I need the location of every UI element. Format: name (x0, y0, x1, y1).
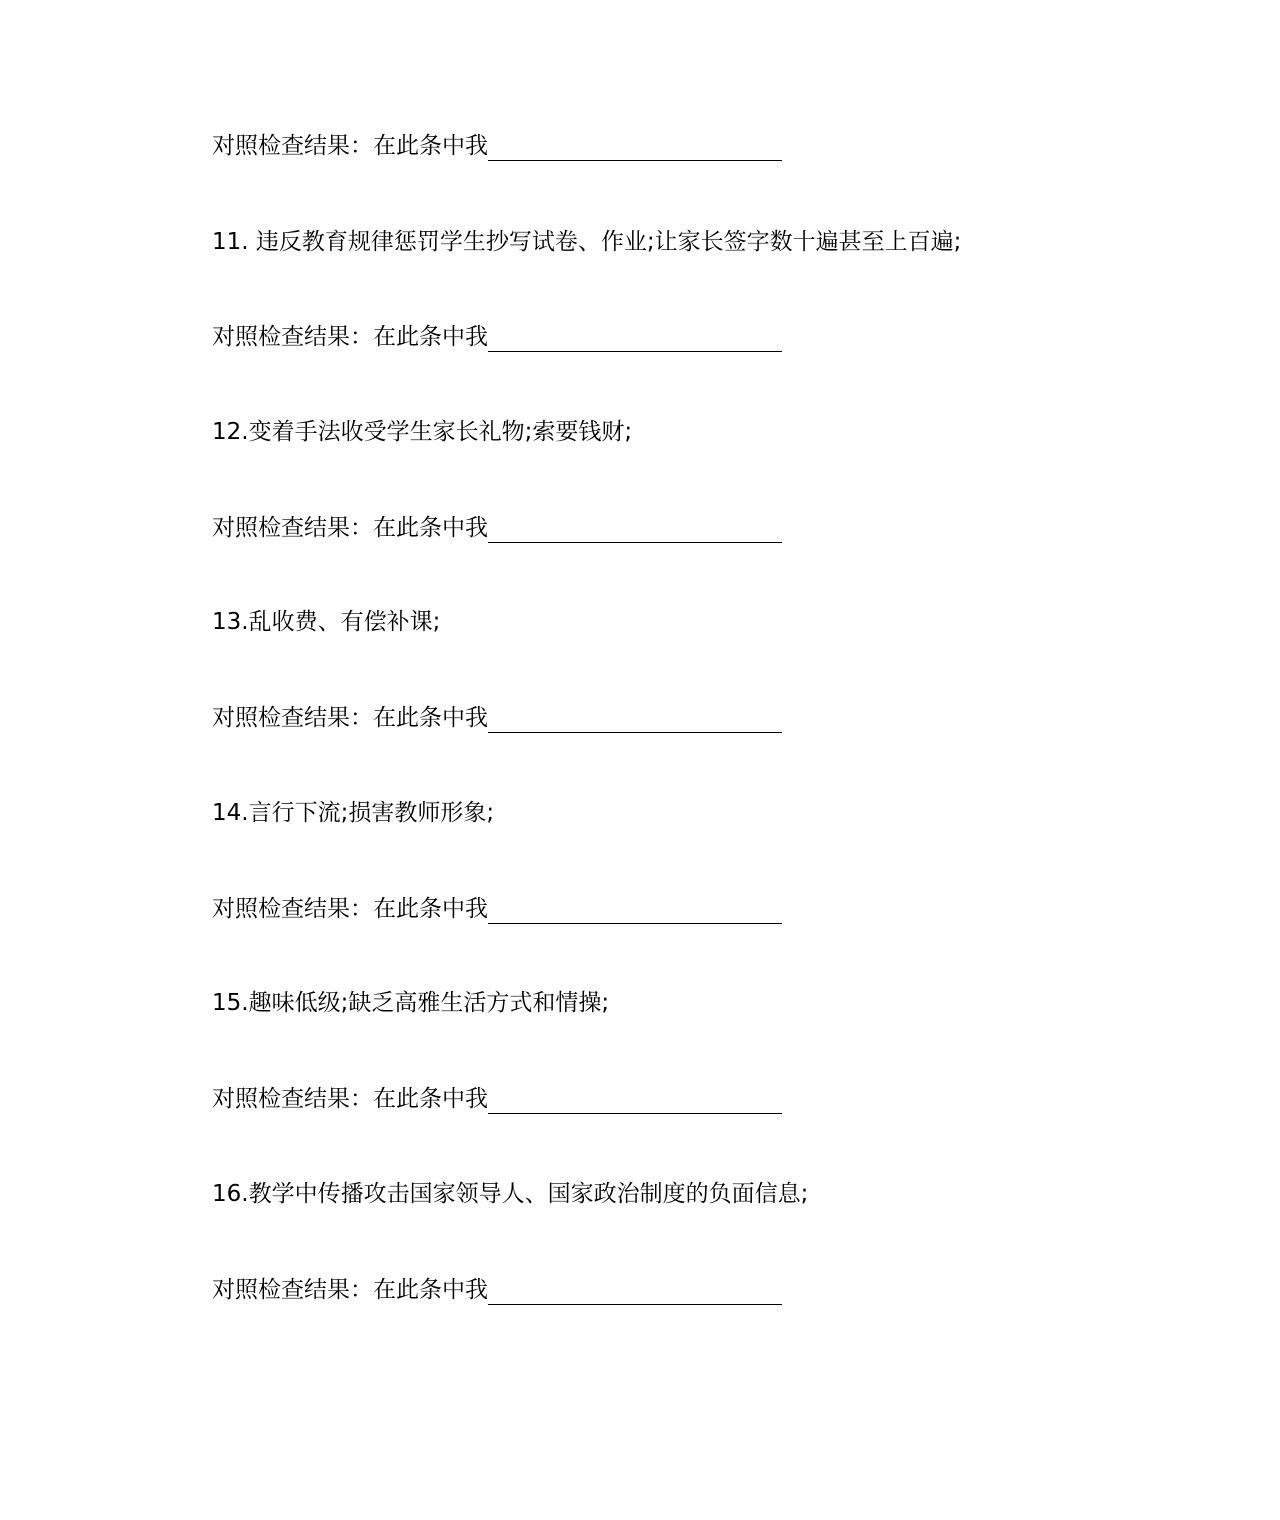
item-11: 11. 违反教育规律惩罚学生抄写试卷、作业;让家长签字数十遍甚至上百遍; (212, 229, 962, 255)
check-result-row (212, 322, 782, 352)
answer-blank[interactable] (488, 897, 782, 924)
answer-blank[interactable] (488, 325, 782, 352)
check-result-label: 对照检查结果：在此条中我 (212, 1086, 488, 1112)
check-result-row (212, 1084, 782, 1114)
item-14: 14.言行下流;损害教师形象; (212, 800, 495, 826)
answer-blank[interactable] (488, 706, 782, 733)
answer-blank[interactable] (488, 134, 782, 161)
check-result-label: 对照检查结果：在此条中我 (212, 324, 488, 350)
item-12: 12.变着手法收受学生家长礼物;索要钱财; (212, 419, 633, 445)
check-result-label: 对照检查结果：在此条中我 (212, 1277, 488, 1303)
item-15: 15.趣味低级;缺乏高雅生活方式和情操; (212, 990, 610, 1016)
check-result-label: 对照检查结果：在此条中我 (212, 896, 488, 922)
answer-blank[interactable] (488, 1278, 782, 1305)
item-16: 16.教学中传播攻击国家领导人、国家政治制度的负面信息; (212, 1181, 809, 1207)
check-result-row (212, 1275, 782, 1305)
item-13: 13.乱收费、有偿补课; (212, 609, 441, 635)
check-result-row (212, 513, 782, 543)
check-result-row (212, 131, 782, 161)
check-result-label: 对照检查结果：在此条中我 (212, 705, 488, 731)
answer-blank[interactable] (488, 1087, 782, 1114)
check-result-row (212, 703, 782, 733)
check-result-label: 对照检查结果：在此条中我 (212, 515, 488, 541)
check-result-label: 对照检查结果：在此条中我 (212, 133, 488, 159)
check-result-row (212, 894, 782, 924)
answer-blank[interactable] (488, 516, 782, 543)
